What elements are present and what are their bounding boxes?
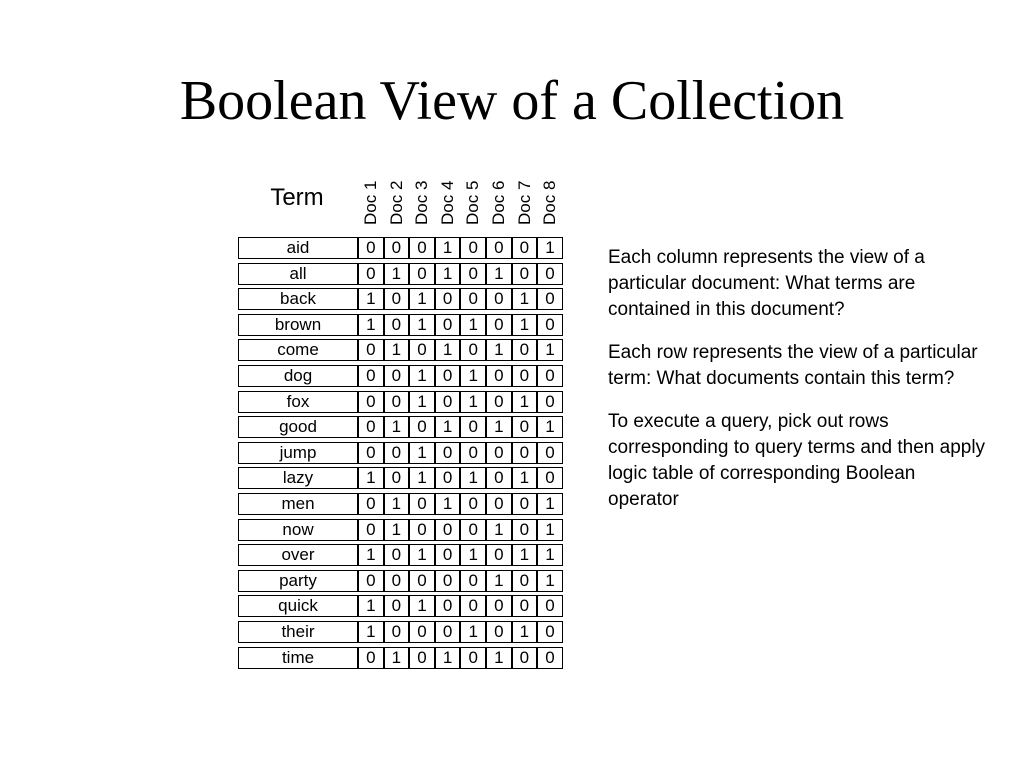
- doc-header: Doc 3: [412, 180, 432, 225]
- matrix-cell: 0: [384, 621, 410, 643]
- matrix-cell: 1: [512, 391, 538, 413]
- matrix-cell: 0: [384, 365, 410, 387]
- matrix-cell: 0: [358, 339, 384, 361]
- matrix-cell: 0: [537, 621, 563, 643]
- doc-header: Doc 6: [489, 180, 508, 225]
- matrix-cell: 1: [409, 595, 435, 617]
- matrix-cell: 1: [384, 263, 410, 285]
- matrix-cell: 1: [358, 595, 384, 617]
- term-cell: party: [238, 570, 358, 592]
- matrix-cell: 0: [358, 391, 384, 413]
- term-cell: over: [238, 544, 358, 566]
- matrix-cell: 1: [512, 288, 538, 310]
- matrix-cell: 1: [537, 544, 563, 566]
- matrix-cell: 0: [537, 365, 563, 387]
- matrix-cell: 1: [460, 544, 486, 566]
- matrix-cell: 1: [384, 647, 410, 669]
- doc-header: Doc 1: [361, 180, 380, 225]
- matrix-cell: 0: [435, 288, 461, 310]
- matrix-cell: 0: [537, 467, 563, 489]
- matrix-cell: 0: [384, 288, 410, 310]
- matrix-cell: 1: [460, 314, 486, 336]
- matrix-cell: 0: [460, 442, 486, 464]
- matrix-cell: 0: [537, 595, 563, 617]
- matrix-cell: 1: [435, 647, 461, 669]
- matrix-cell: 1: [460, 467, 486, 489]
- matrix-cell: 1: [512, 544, 538, 566]
- matrix-cell: 0: [409, 237, 435, 259]
- matrix-cell: 1: [537, 570, 563, 592]
- matrix-cell: 0: [486, 237, 512, 259]
- term-cell: all: [238, 263, 358, 285]
- matrix-cell: 0: [512, 263, 538, 285]
- matrix-cell: 0: [358, 263, 384, 285]
- matrix-cell: 0: [409, 621, 435, 643]
- matrix-cell: 0: [384, 314, 410, 336]
- term-cell: back: [238, 288, 358, 310]
- matrix-cell: 0: [460, 570, 486, 592]
- matrix-cell: 0: [512, 647, 538, 669]
- matrix-cell: 0: [460, 647, 486, 669]
- matrix-cell: 0: [358, 519, 384, 541]
- term-cell: good: [238, 416, 358, 438]
- matrix-cell: 1: [486, 647, 512, 669]
- matrix-cell: 0: [537, 442, 563, 464]
- matrix-cell: 1: [486, 263, 512, 285]
- matrix-cell: 1: [409, 314, 435, 336]
- matrix-cell: 1: [409, 442, 435, 464]
- matrix-cell: 0: [409, 339, 435, 361]
- explanation-column-view: Each column represents the view of a particular document: What terms are contained in this document?: [608, 247, 925, 320]
- matrix-cell: 0: [358, 647, 384, 669]
- matrix-cell: 0: [486, 467, 512, 489]
- matrix-cell: 0: [486, 365, 512, 387]
- term-cell: dog: [238, 365, 358, 387]
- term-cell: brown: [238, 314, 358, 336]
- matrix-cell: 0: [512, 570, 538, 592]
- matrix-cell: 1: [358, 621, 384, 643]
- matrix-cell: 0: [486, 442, 512, 464]
- matrix-cell: 1: [409, 391, 435, 413]
- matrix-cell: 0: [537, 391, 563, 413]
- matrix-cell: 1: [435, 237, 461, 259]
- matrix-cell: 0: [460, 519, 486, 541]
- matrix-cell: 0: [435, 595, 461, 617]
- matrix-cell: 1: [486, 570, 512, 592]
- term-cell: men: [238, 493, 358, 515]
- slide-title: Boolean View of a Collection: [179, 70, 845, 132]
- matrix-cell: 1: [358, 288, 384, 310]
- matrix-cell: 1: [537, 519, 563, 541]
- matrix-cell: 0: [384, 570, 410, 592]
- matrix-cell: 0: [435, 314, 461, 336]
- matrix-cell: 1: [358, 544, 384, 566]
- matrix-cell: 0: [512, 365, 538, 387]
- matrix-cell: 0: [512, 416, 538, 438]
- matrix-cell: 1: [409, 365, 435, 387]
- term-cell: fox: [238, 391, 358, 413]
- matrix-cell: 0: [409, 519, 435, 541]
- doc-header: Doc 7: [514, 180, 534, 225]
- term-cell: their: [238, 621, 358, 643]
- matrix-cell: 0: [460, 595, 486, 617]
- matrix-cell: 1: [537, 237, 563, 259]
- matrix-cell: 1: [435, 493, 461, 515]
- matrix-cell: 1: [384, 519, 410, 541]
- matrix-cell: 1: [486, 519, 512, 541]
- matrix-cell: 0: [486, 595, 512, 617]
- matrix-cell: 0: [384, 544, 410, 566]
- matrix-cell: 1: [512, 467, 538, 489]
- matrix-cell: 0: [512, 519, 538, 541]
- doc-header: Doc 8: [540, 180, 560, 225]
- matrix-cell: 0: [435, 570, 461, 592]
- matrix-cell: 0: [358, 570, 384, 592]
- matrix-cell: 0: [435, 621, 461, 643]
- matrix-cell: 0: [537, 263, 563, 285]
- matrix-cell: 1: [537, 416, 563, 438]
- matrix-cell: 0: [512, 442, 538, 464]
- matrix-cell: 0: [409, 570, 435, 592]
- matrix-cell: 1: [435, 263, 461, 285]
- term-cell: time: [238, 647, 358, 669]
- matrix-cell: 1: [435, 416, 461, 438]
- matrix-cell: 1: [486, 339, 512, 361]
- explanation-row-view: Each row represents the view of a particular term: What documents contain this term?: [608, 342, 978, 389]
- matrix-cell: 1: [460, 621, 486, 643]
- matrix-cell: 0: [512, 237, 538, 259]
- matrix-cell: 0: [486, 288, 512, 310]
- matrix-cell: 0: [409, 263, 435, 285]
- matrix-cell: 0: [384, 442, 410, 464]
- term-cell: quick: [238, 595, 358, 617]
- matrix-cell: 0: [460, 339, 486, 361]
- doc-header: Doc 4: [437, 180, 457, 225]
- matrix-cell: 0: [460, 493, 486, 515]
- matrix-cell: 0: [384, 237, 410, 259]
- matrix-cell: 0: [512, 493, 538, 515]
- matrix-cell: 0: [358, 237, 384, 259]
- term-cell: aid: [238, 237, 358, 259]
- matrix-cell: 0: [435, 442, 461, 464]
- matrix-cell: 0: [486, 493, 512, 515]
- matrix-cell: 0: [409, 416, 435, 438]
- matrix-cell: 0: [384, 467, 410, 489]
- matrix-cell: 0: [486, 544, 512, 566]
- matrix-cell: 0: [460, 263, 486, 285]
- matrix-cell: 0: [537, 647, 563, 669]
- doc-header: Doc 5: [463, 180, 483, 225]
- matrix-cell: 0: [512, 339, 538, 361]
- matrix-cell: 1: [384, 339, 410, 361]
- matrix-cell: 0: [358, 493, 384, 515]
- explanations: [608, 245, 988, 530]
- matrix-cell: 0: [435, 544, 461, 566]
- matrix-cell: 1: [384, 416, 410, 438]
- explanation-query-execution: To execute a query, pick out rows corresponding to query terms and then apply logic table of corresponding Boolean operator: [608, 411, 986, 510]
- matrix-cell: 0: [358, 365, 384, 387]
- matrix-cell: 0: [460, 416, 486, 438]
- matrix-cell: 1: [486, 416, 512, 438]
- term-cell: lazy: [238, 467, 358, 489]
- matrix-cell: 1: [537, 339, 563, 361]
- matrix-cell: 1: [435, 339, 461, 361]
- matrix-cell: 1: [409, 288, 435, 310]
- matrix-cell: 0: [460, 288, 486, 310]
- matrix-cell: 1: [358, 314, 384, 336]
- matrix-cell: 0: [486, 391, 512, 413]
- term-cell: now: [238, 519, 358, 541]
- matrix-cell: 1: [460, 391, 486, 413]
- matrix-cell: 0: [384, 391, 410, 413]
- matrix-cell: 0: [435, 365, 461, 387]
- matrix-cell: 0: [460, 237, 486, 259]
- matrix-cell: 0: [409, 493, 435, 515]
- term-cell: jump: [238, 442, 358, 464]
- matrix-cell: 1: [512, 314, 538, 336]
- term-cell: come: [238, 339, 358, 361]
- matrix-cell: 0: [486, 314, 512, 336]
- matrix-cell: 1: [409, 467, 435, 489]
- matrix-cell: 0: [409, 647, 435, 669]
- doc-header: Doc 2: [386, 180, 406, 225]
- matrix-cell: 1: [537, 493, 563, 515]
- matrix-cell: 0: [358, 416, 384, 438]
- matrix-cell: 1: [409, 544, 435, 566]
- term-column-header: Term: [270, 184, 324, 211]
- matrix-cell: 0: [512, 595, 538, 617]
- matrix-cell: 1: [384, 493, 410, 515]
- matrix-cell: 1: [358, 467, 384, 489]
- matrix-cell: 0: [435, 391, 461, 413]
- matrix-cell: 1: [512, 621, 538, 643]
- matrix-cell: 1: [460, 365, 486, 387]
- matrix-cell: 0: [435, 519, 461, 541]
- matrix-cell: 0: [537, 288, 563, 310]
- matrix-cell: 0: [537, 314, 563, 336]
- matrix-cell: 0: [486, 621, 512, 643]
- matrix-cell: 0: [358, 442, 384, 464]
- matrix-cell: 0: [435, 467, 461, 489]
- matrix-cell: 0: [384, 595, 410, 617]
